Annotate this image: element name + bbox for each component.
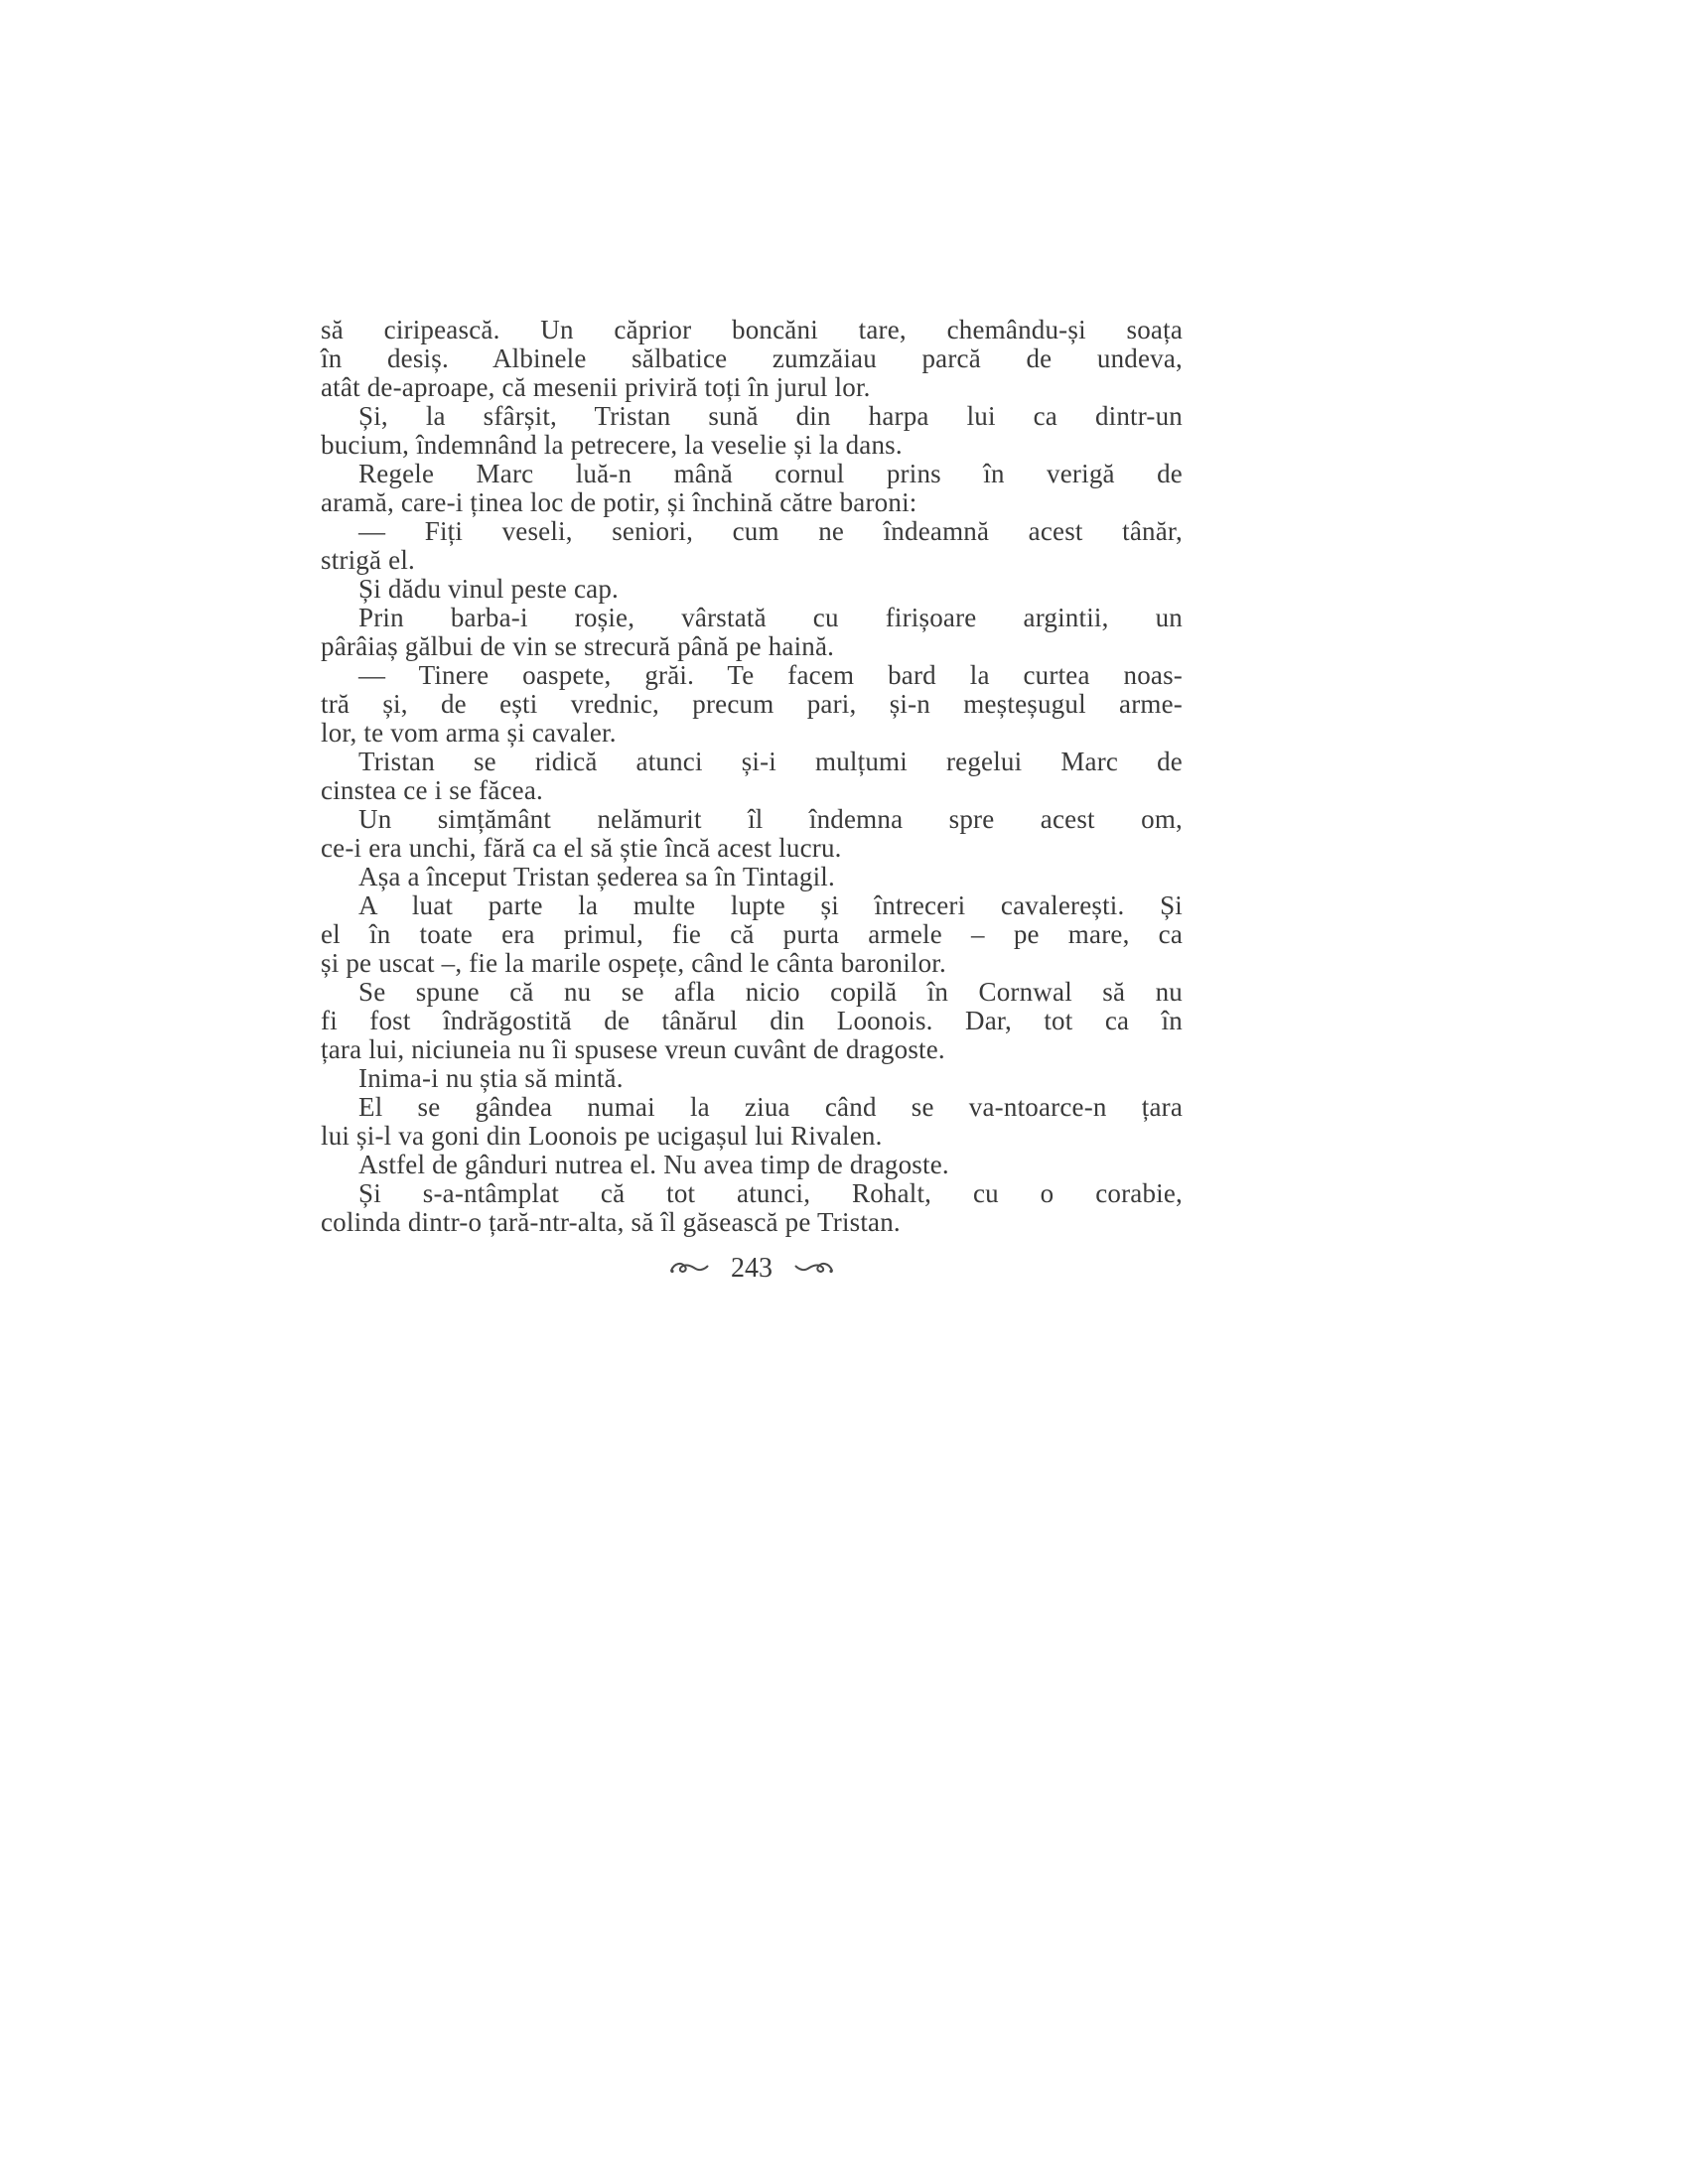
text-line: El se gândea numai la ziua când se va-ntoarce-n țara xyxy=(358,1092,1183,1122)
text-line: Regele Marc luă-n mână cornul prins în verigă de xyxy=(358,459,1183,488)
text-line: A luat parte la multe lupte și întreceri cavalerești. Și xyxy=(358,890,1183,920)
text-line: Așa a început Tristan șederea sa în Tintagil. xyxy=(358,862,835,891)
text-line: lor, te vom arma și cavaler. xyxy=(321,718,617,748)
text-line: pârâiaș gălbui de vin se strecură până pe haină. xyxy=(321,631,835,661)
text-line: tră și, de ești vrednic, precum pari, și-n meșteșugul arme- xyxy=(321,689,1183,719)
text-line: Prin barba-i roșie, vârstată cu firișoare argintii, un xyxy=(358,603,1183,632)
text-line: și pe uscat –, fie la marile ospețe, când le cânta baronilor. xyxy=(321,948,946,978)
text-line: — Tinere oaspete, grăi. Te facem bard la curtea noas- xyxy=(358,660,1183,690)
fleuron-left-icon xyxy=(669,1259,709,1279)
text-line: atât de-aproape, că mesenii priviră toți în jurul lor. xyxy=(321,372,871,402)
text-line: Tristan se ridică atunci și-i mulțumi regelui Marc de xyxy=(358,747,1183,776)
text-line: bucium, îndemnând la petrecere, la veselie și la dans. xyxy=(321,430,903,460)
text-line: Un simțământ nelămurit îl îndemna spre acest om, xyxy=(358,804,1183,834)
text-line: aramă, care-i ținea loc de potir, și închină către baroni: xyxy=(321,487,917,517)
text-line: țara lui, niciuneia nu îi spusese vreun cuvânt de dragoste. xyxy=(321,1034,945,1064)
text-line: Astfel de gânduri nutrea el. Nu avea timp de dragoste. xyxy=(358,1150,949,1179)
text-line: Și, la sfârșit, Tristan sună din harpa lui ca dintr-un xyxy=(358,401,1183,431)
text-line: cinstea ce i se făcea. xyxy=(321,775,543,805)
text-line: el în toate era primul, fie că purta armele – pe mare, ca xyxy=(321,919,1183,949)
text-line: fi fost îndrăgostită de tânărul din Loonois. Dar, tot ca în xyxy=(321,1006,1183,1035)
page-number: 243 xyxy=(731,1253,773,1284)
text-line: Și dădu vinul peste cap. xyxy=(358,574,619,604)
text-block xyxy=(321,316,1183,1237)
text-line: Și s-a-ntâmplat că tot atunci, Rohalt, cu o corabie, xyxy=(358,1178,1183,1208)
text-line: strigă el. xyxy=(321,545,415,575)
text-line: Se spune că nu se afla nicio copilă în Cornwal să nu xyxy=(358,977,1183,1007)
text-line: — Fiți veseli, seniori, cum ne îndeamnă acest tânăr, xyxy=(358,516,1183,546)
text-line: colinda dintr-o țară-ntr-alta, să îl găsească pe Tristan. xyxy=(321,1207,901,1237)
text-line: să ciripească. Un căprior boncăni tare, chemându-și soața xyxy=(321,315,1183,344)
fleuron-right-icon xyxy=(794,1259,834,1279)
text-line: ce-i era unchi, fără ca el să știe încă acest lucru. xyxy=(321,833,842,863)
text-line: în desiș. Albinele sălbatice zumzăiau parcă de undeva, xyxy=(321,343,1183,373)
text-line: lui și-l va goni din Loonois pe ucigașul lui Rivalen. xyxy=(321,1121,883,1151)
text-line: Inima-i nu știa să mintă. xyxy=(358,1063,624,1093)
page-footer xyxy=(321,1253,1183,1285)
